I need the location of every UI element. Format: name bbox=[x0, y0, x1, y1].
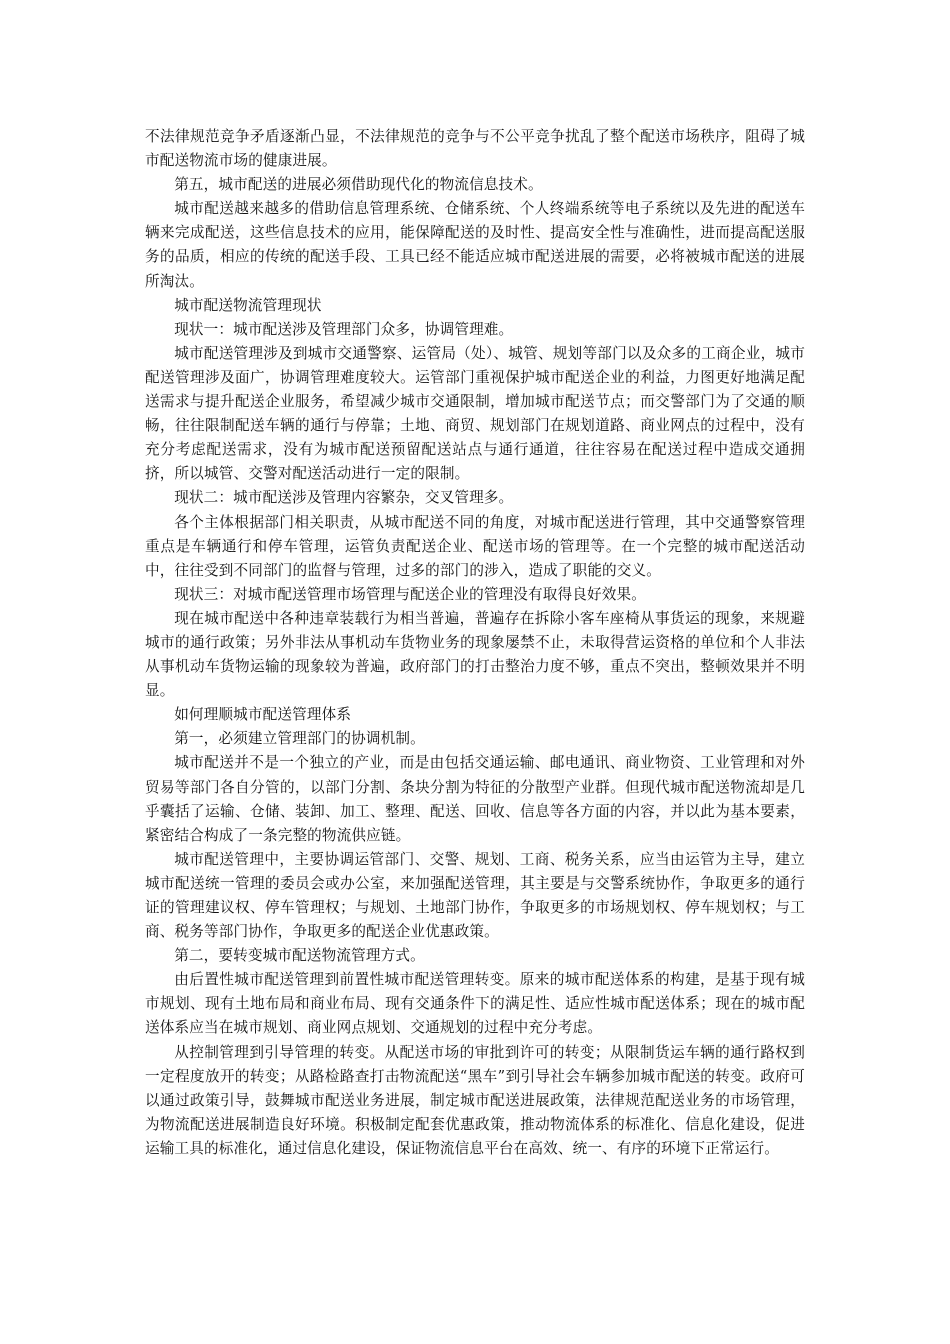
point-five-heading: 第五，城市配送的进展必须借助现代化的物流信息技术。 bbox=[174, 176, 543, 194]
paragraph: 现在城市配送中各种违章装载行为相当普遍，普遍存在拆除小客车座椅从事货运的现象，来规避城市的通行政策；另外非法从事机动车货物业务的现象屡禁不止，未取得营运资格的单位和个人非法从事机动车货物运输的现象较为普遍，政府部门的打击整治力度不够，重点不突出，整顿效果并不明显。 bbox=[145, 609, 805, 700]
paragraph: 城市配送管理中，主要协调运管部门、交警、规划、工商、税务关系，应当由运管为主导，建立城市配送统一管理的委员会或办公室，来加强配送管理，其主要是与交警系统协作，争取更多的通行证的管理建议权、停车管理权；与规划、土地部门协作，争取更多的市场规划权、停车规划权；与工商、税务等部门协作，争取更多的配送企业优惠政策。 bbox=[145, 850, 805, 941]
paragraph: 各个主体根据部门相关职责，从城市配送不同的角度，对城市配送进行管理，其中交通警察管理重点是车辆通行和停车管理，运管负责配送企业、配送市场的管理等。在一个完整的城市配送活动中，往往受到不同部门的监督与管理，过多的部门的涉入，造成了职能的交义。 bbox=[145, 513, 805, 579]
point-two-heading: 第二，要转变城市配送物流管理方式。 bbox=[174, 947, 425, 965]
section-heading-current-status: 城市配送物流管理现状 bbox=[174, 296, 322, 314]
paragraph: 由后置性城市配送管理到前置性城市配送管理转变。原来的城市配送体系的构建，是基于现有城市规划、现有土地布局和商业布局、现有交通条件下的满足性、适应性城市配送体系；现在的城市配送体系应当在城市规划、商业网点规划、交通规划的过程中充分考虑。 bbox=[145, 971, 805, 1037]
paragraph: 城市配送并不是一个独立的产业，而是由包括交通运输、邮电通讯、商业物资、工业管理和对外贸易等部门各自分管的，以部门分割、条块分割为特征的分散型产业群。但现代城市配送物流却是几乎囊括了运输、仓储、装卸、加工、整理、配送、回收、信息等各方面的内容，并以此为基本要素，紧密结合构成了一条完整的物流供应链。 bbox=[145, 754, 805, 844]
section-heading-how-to: 如何理顺城市配送管理体系 bbox=[174, 706, 352, 724]
status-three-heading: 现状三：对城市配送管理市场管理与配送企业的管理没有取得良好效果。 bbox=[174, 585, 646, 603]
paragraph: 从控制管理到引导管理的转变。从配送市场的审批到许可的转变；从限制货运车辆的通行路权到一定程度放开的转变；从路检路查打击物流配送“黑车”到引导社会车辆参加城市配送的转变。政府可以通过政策引导，鼓舞城市配送业务进展，制定城市配送进展政策，法律规范配送业务的市场管理，为物流配送进展制造良好环境。积极制定配套优惠政策，推动物流体系的标准化、信息化建设，促进运输工具的标准化，通过信息化建设，保证物流信息平台在高效、统一、有序的环境下正常运行。 bbox=[145, 1043, 805, 1157]
document-body bbox=[145, 125, 805, 1161]
status-one-heading: 现状一：城市配送涉及管理部门众多，协调管理难。 bbox=[174, 320, 514, 338]
paragraph-continuation: 不法律规范竞争矛盾逐渐凸显，不法律规范的竞争与不公平竞争扰乱了整个配送市场秩序，阻碍了城市配送物流市场的健康进展。 bbox=[145, 128, 805, 170]
paragraph: 城市配送管理涉及到城市交通警察、运管局（处）、城管、规划等部门以及众多的工商企业，城市配送管理涉及面广，协调管理难度较大。运管部门重视保护城市配送企业的利益，力图更好地满足配送需求与提升配送企业服务，希望减少城市交通限制，增加城市配送节点；而交警部门为了交通的顺畅，往往限制配送车辆的通行与停靠；土地、商贸、规划部门在规划道路、商业网点的过程中，没有充分考虑配送需求，没有为城市配送预留配送站点与通行通道，往往容易在配送过程中造成交通拥挤，所以城管、交警对配送活动进行一定的限制。 bbox=[145, 344, 805, 483]
status-two-heading: 现状二：城市配送涉及管理内容繁杂，交叉管理多。 bbox=[174, 489, 514, 507]
point-one-heading: 第一，必须建立管理部门的协调机制。 bbox=[174, 730, 425, 748]
paragraph: 城市配送越来越多的借助信息管理系统、仓储系统、个人终端系统等电子系统以及先进的配送车辆来完成配送，这些信息技术的应用，能保障配送的及时性、提高安全性与准确性，进而提高配送服务的品质，相应的传统的配送手段、工具已经不能适应城市配送进展的需要，必将被城市配送的进展所淘汰。 bbox=[145, 200, 805, 290]
